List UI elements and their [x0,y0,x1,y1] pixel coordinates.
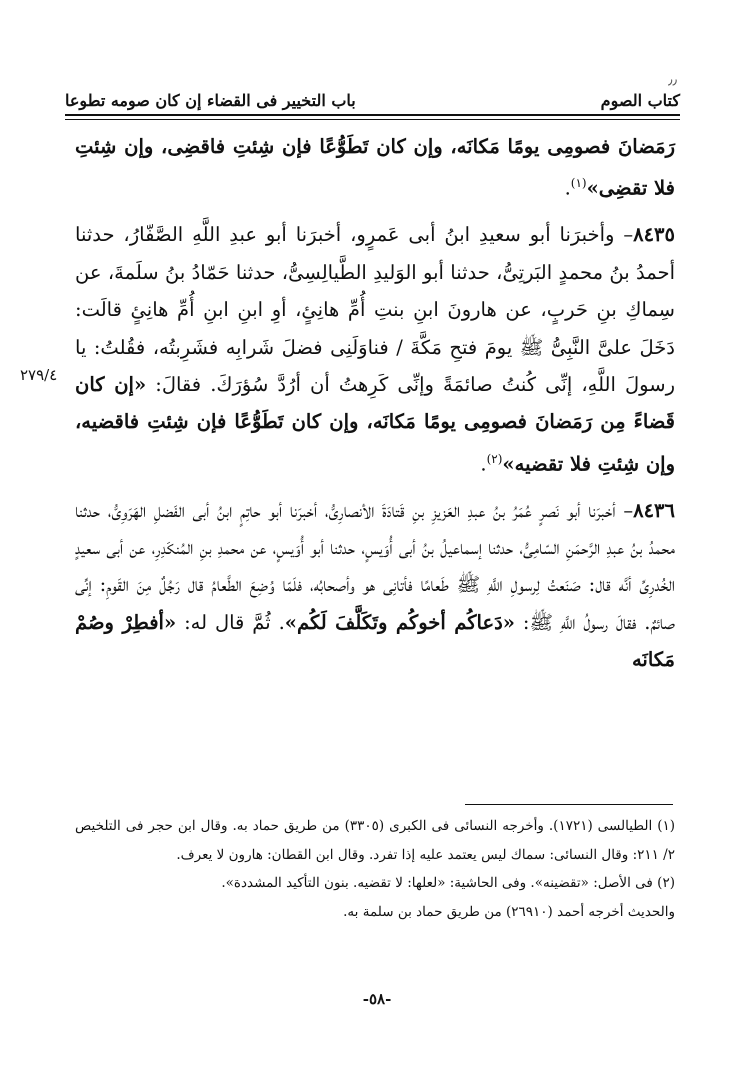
hadith-text: «دَعاكُم أخوكُم وتَكَلَّفَ لَكُم» [284,610,515,634]
narration-text: . ثُمَّ قال له: [184,610,285,634]
corner-mark: ٫٫ [668,72,678,88]
paragraph-8435 [75,216,675,482]
hadith-number: ٨٤٣٦ [633,498,675,522]
hadith-text-2: «أفطِرْ وصُمْ مَكانَه [75,610,675,672]
sentence-end: . [564,176,571,200]
paragraph-8436 [75,492,675,679]
header-rule-thin [65,119,680,120]
footnotes [75,812,675,926]
footnote-rule [465,804,673,805]
footnote-1: (١) الطيالسى (١٧٢١). وأخرجه النسائى فى الكبرى (٣٣٠٥) من طريق حماد به. وقال ابن حجر فى التلخيص ٢/ ٢١١: وقال النسائى: سماك ليس يعتمد عليه إذا تفرد. وقال ابن القطان: هارون لا يعرف. [75,818,676,863]
paragraph-continuation [75,128,675,207]
footnote-ref: (١) [570,176,587,191]
hadith-number: ٨٤٣٥ [633,223,675,247]
page-number: -٥٨- [362,990,392,1008]
hadith-text: «إن كان قَضاءً مِن رَمَضانَ فصومِى يومًا مَكانَه، وإن كان تَطَوُّعًا فإن شِئتِ فاقضيه، وإن شِئتِ فلا تقضيه» [75,372,675,476]
running-header [65,80,680,110]
isnad-text: – وأخبرَنا أبو سعيدِ ابنُ أبى عَمرٍو، أخبرَنا أبو عبدِ اللَّهِ الصَّفّارُ، حدثنا أحمدُ بنُ محمدٍ البَرتِىُّ، حدثنا أبو الوَليدِ الطَّيالِسِىُّ، حدثنا حَمّادُ بنُ سلَمةَ، عن سِماكِ بنِ حَربٍ، عن هارونَ ابنِ بنتِ أُمِّ هانِئٍ، أوِ ابنِ ابنِ أُمِّ هانِئٍ قالَت: دَخَلَ علىَّ النَّبِىُّ ﷺ يومَ فتحِ مَكَّةَ / فناوَلَنِى فضلَ شَرابِه فشَرِبتُه، فقُلتُ: يا رسولَ اللَّهِ، إنِّى كُنتُ صائمَةً وإنِّى كَرِهتُ أن أرُدَّ سُؤرَكَ. فقالَ: [75,223,675,396]
hadith-text: رَمَضانَ فصومِى يومًا مَكانَه، وإن كان تَطَوُّعًا فإن شِئتِ فاقضِى، وإن شِئتِ فلا تقضِى» [75,135,675,200]
footnote-ref: (٢) [486,451,503,466]
isnad-text: – أخبرَنا أبو نَصرٍ عُمَرُ بنُ عبدِ العَزيزِ بنِ قَتادَةَ الأنصارِىُّ، أخبرَنا أبو حاتِمٍ ابنُ أبى الفَضلِ الهَرَوِىُّ، حدثنا محمدُ بنُ عبدِ الرَّحمَنِ السّامِىُّ، حدثنا إسماعيلُ بنُ أبى أُوَيسٍ، حدثنا أبو أُوَيسٍ، عن محمدِ بنِ المُنكَدِرِ، عن أبى سعيدٍ الخُدرِىِّ أنَّه قال: صَنَعتُ لِرسولِ اللَّهِ ﷺ طَعامًا فأتانِى هو وأصحابُه، فلَمّا وُضِعَ الطَّعامُ قال رَجُلٌ مِنَ القَومِ: إنِّى صائمٌ. فقالَ رسولُ اللَّهِ ﷺ: [75,498,675,634]
margin-volume-page: ٢٧٩/٤ [20,366,58,384]
book-title: كتاب الصوم [600,91,680,110]
main-text [75,128,675,688]
footnote-2: (٢) فى الأصل: «تقضينه». وفى الحاشية: «لعلها: لا تقضيه. بنون التأكيد المشددة». [221,875,675,891]
footnote-2-continued: والحديث أخرجه أحمد (٢٦٩١٠) من طريق حماد بن سلمة به. [343,903,675,920]
sentence-end: . [480,452,487,476]
chapter-title: باب التخيير فى القضاء إن كان صومه تطوعا [65,91,356,110]
header-rule [65,114,680,116]
